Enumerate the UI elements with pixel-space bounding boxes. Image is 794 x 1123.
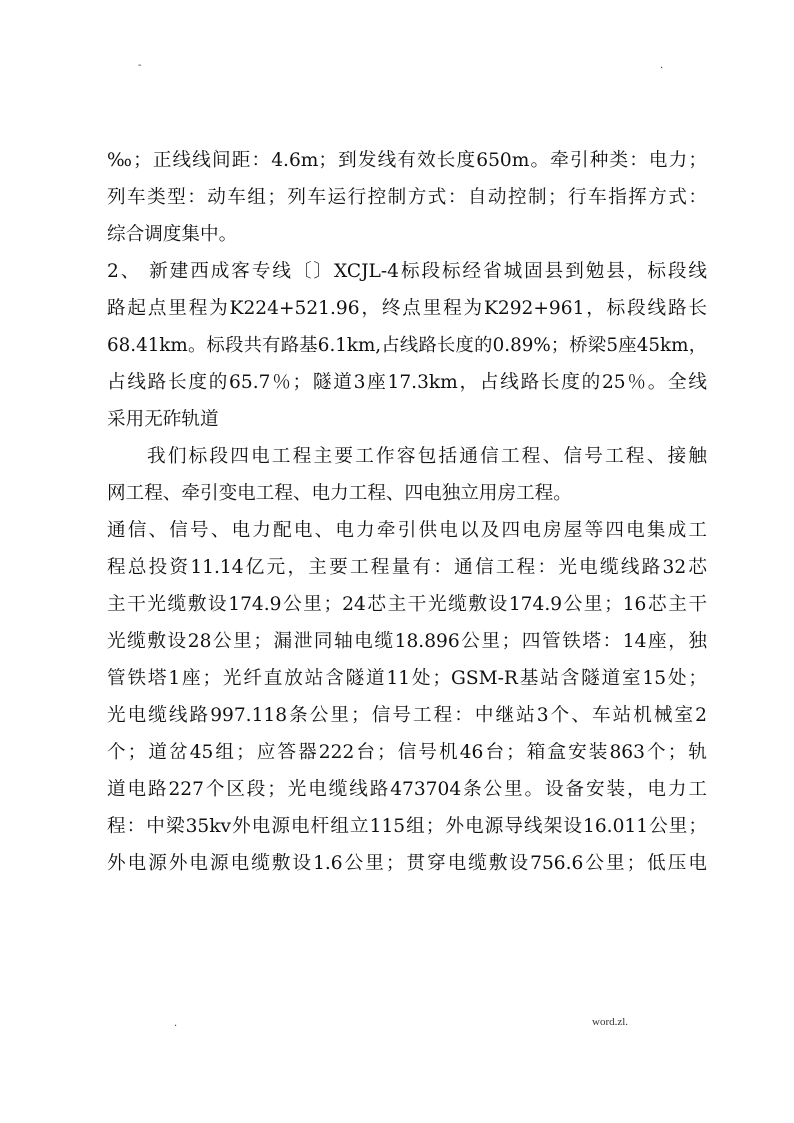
body-line: 光缆敷设28公里；漏泄同轴电缆18.896公里；四管铁塔：14座，独 [107, 631, 707, 652]
document-body [107, 142, 707, 882]
footer-watermark: word.zl. [592, 1016, 629, 1028]
body-line: 列车类型：动车组；列车运行控制方式：自动控制；行车指挥方式： [107, 187, 707, 208]
body-line: 程总投资11.14亿元，主要工程量有：通信工程：光电缆线路32芯 [107, 557, 707, 578]
body-line: 2、 新建西成客专线〔〕XCJL-4标段标经省城固县到勉县，标段线 [107, 261, 707, 282]
footer-left-mark: . [174, 1018, 178, 1029]
header-left-mark: - [138, 60, 142, 71]
body-line: 程：中梁35kv外电源电杆组立115组；外电源导线架设16.011公里； [107, 816, 707, 837]
body-line: 光电缆线路997.118条公里；信号工程：中继站3个、车站机械室2 [107, 705, 707, 726]
body-line: 路起点里程为K224+521.96，终点里程为K292+961，标段线路长 [107, 298, 707, 319]
body-line: 采用无砟轨道 [107, 409, 219, 430]
body-line: 外电源外电源电缆敷设1.6公里；贯穿电缆敷设756.6公里；低压电 [107, 853, 707, 874]
body-line: 68.41km。标段共有路基6.1km,占线路长度的0.89%；桥梁5座45km， [107, 335, 707, 356]
body-line: 网工程、牵引变电工程、电力工程、四电独立用房工程。 [107, 483, 572, 504]
body-line: 管铁塔1座；光纤直放站含隧道11处；GSM-R基站含隧道室15处； [107, 668, 707, 689]
body-line: 我们标段四电工程主要工作容包括通信工程、信号工程、接触 [147, 446, 707, 467]
body-line: 占线路长度的65.7％；隧道3座17.3km，占线路长度的25％。全线 [107, 372, 707, 393]
body-line: 主干光缆敷设174.9公里；24芯主干光缆敷设174.9公里；16芯主干 [107, 594, 707, 615]
body-line: 通信、信号、电力配电、电力牵引供电以及四电房屋等四电集成工 [107, 520, 707, 541]
body-line: 个；道岔45组；应答器222台；信号机46台；箱盒安装863个；轨 [107, 742, 707, 763]
body-line: 道电路227个区段；光电缆线路473704条公里。设备安装，电力工 [107, 779, 707, 800]
header-right-mark: . [660, 60, 664, 71]
body-line: 综合调度集中。 [107, 224, 238, 245]
body-line: ‰；正线线间距：4.6m；到发线有效长度650m。牵引种类：电力； [107, 150, 707, 171]
